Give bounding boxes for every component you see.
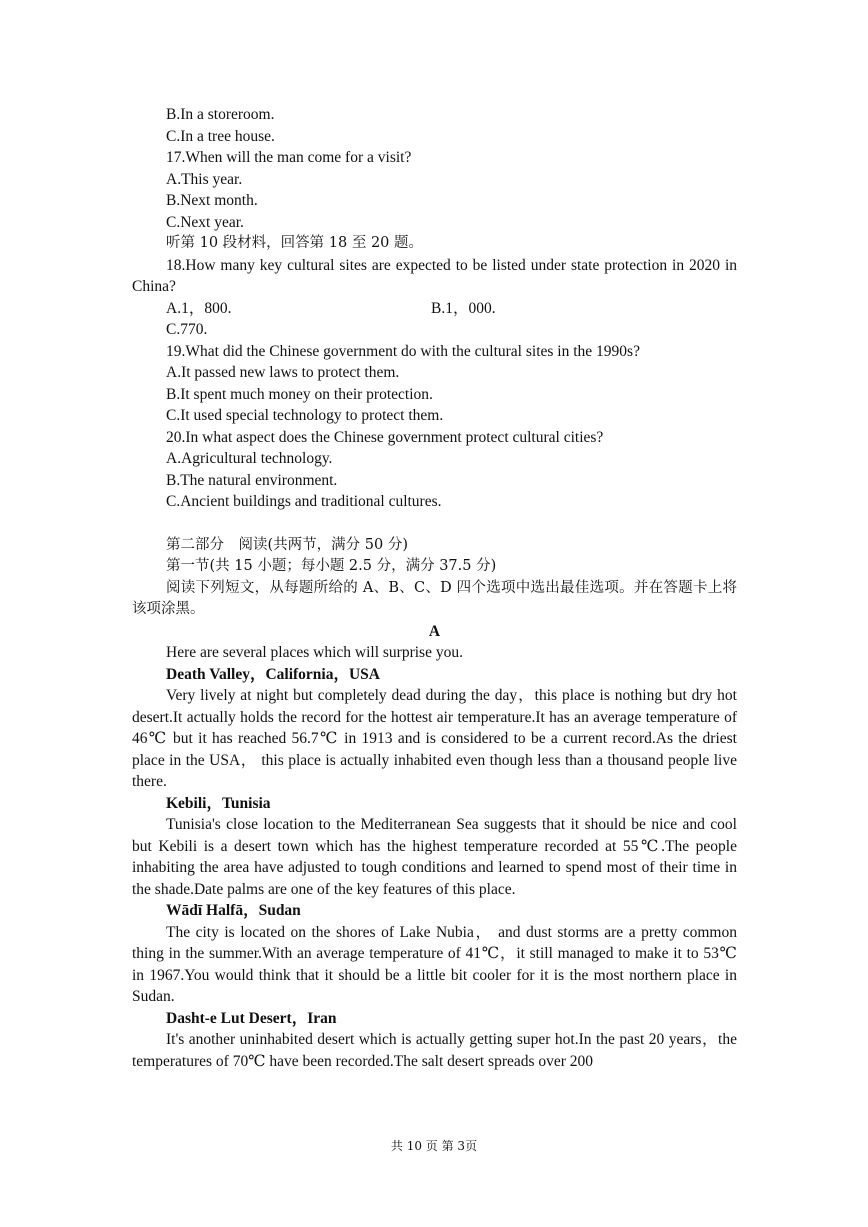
q17-text: .When will the man come for a visit? <box>181 149 412 166</box>
q20-option-b: B.The natural environment. <box>166 471 338 489</box>
page-footer: 共 10 页 第 3页 <box>390 1139 478 1153</box>
q20-text: .In what aspect does the Chinese government protect cultural cities? <box>181 428 604 446</box>
place-heading: Dasht-e Lut Desert，Iran <box>166 1009 337 1027</box>
q17-stem <box>132 147 737 169</box>
q18-text: .How many key cultural sites are expected to be listed under state protection in 2020 in China? <box>132 256 737 295</box>
place-body: The city is located on the shores of Lake Nubia， and dust storms are a pretty common thing in the summer.With an average temperature of 41℃，it still managed to make it to 53℃ in 1967.You would think that it should be a little bit cooler for it is the most northern place in Sudan. <box>132 923 737 1005</box>
q17-number: 17 <box>166 149 182 166</box>
place-heading: Kebili，Tunisia <box>166 794 271 812</box>
q19-stem <box>132 341 737 363</box>
q19-text: .What did the Chinese government do with the cultural sites in the 1990s? <box>181 342 640 360</box>
section-gap <box>132 513 737 535</box>
part2-title: 第二部分 阅读(共两节，满分 50 分) <box>166 536 408 553</box>
q18-options-row <box>132 298 737 320</box>
listening-instruction: 听第 10 段材料，回答第 18 至 20 题。 <box>166 235 424 251</box>
q19-option-c: C.It used special technology to protect them. <box>166 407 444 424</box>
q20-option-a: A.Agricultural technology. <box>166 450 333 467</box>
q20-number: 20 <box>166 428 182 446</box>
q18-number: 18 <box>166 256 182 274</box>
q18-stem <box>132 255 737 298</box>
q19-number: 19 <box>166 342 182 360</box>
q18-option-c: C.770. <box>166 321 208 338</box>
passage-label: A <box>428 622 441 640</box>
q19-option-a: A.It passed new laws to protect them. <box>166 364 400 381</box>
q19-option-b: B.It spent much money on their protection. <box>166 385 433 403</box>
q20-option-c: C.Ancient buildings and traditional cultures. <box>166 493 442 510</box>
q17-option-c: C.Next year. <box>166 213 244 231</box>
q18-option-a: A.1，800. <box>166 299 232 317</box>
reading-instruction: 阅读下列短文，从每题所给的 A、B、C、D 四个选项中选出最佳选项。并在答题卡上将该项涂黑。 <box>132 579 737 617</box>
page-content <box>132 104 737 1072</box>
passage-intro: Here are several places which will surprise you. <box>166 644 463 661</box>
section1-title: 第一节(共 15 小题；每小题 2.5 分，满分 37.5 分) <box>166 558 497 574</box>
place-body: Tunisia's close location to the Mediterranean Sea suggests that it should be nice and cool but Kebili is a desert town which has the highest temperature recorded at 55℃.The people inhabiting the area have adjusted to tough conditions and learned to spend most of their time in the shade.Date palms are one of the key features of this place. <box>132 816 737 898</box>
q17-option-a: A.This year. <box>166 170 243 188</box>
q16-option-b: B.In a storeroom. <box>166 106 275 123</box>
place-body: Very lively at night but completely dead during the day，this place is nothing but dry hot desert.It actually holds the record for the hottest air temperature.It has an average temperature of 46℃ but it has reached 56.7℃ in 1913 and is considered to be a current record.As the driest place in the USA， this place is actually inhabited even though less than a thousand people live there. <box>132 687 737 790</box>
place-body: It's another uninhabited desert which is actually getting super hot.In the past 20 years，the temperatures of 70℃ have been recorded.The salt desert spreads over 200 <box>132 1031 737 1070</box>
q17-option-b: B.Next month. <box>166 192 258 209</box>
q18-option-b: B.1，000. <box>431 299 496 317</box>
q20-stem <box>132 427 737 449</box>
q16-option-c: C.In a tree house. <box>166 127 275 145</box>
place-heading: Wādī Halfā，Sudan <box>166 902 301 919</box>
place-heading: Death Valley，California，USA <box>166 665 380 683</box>
